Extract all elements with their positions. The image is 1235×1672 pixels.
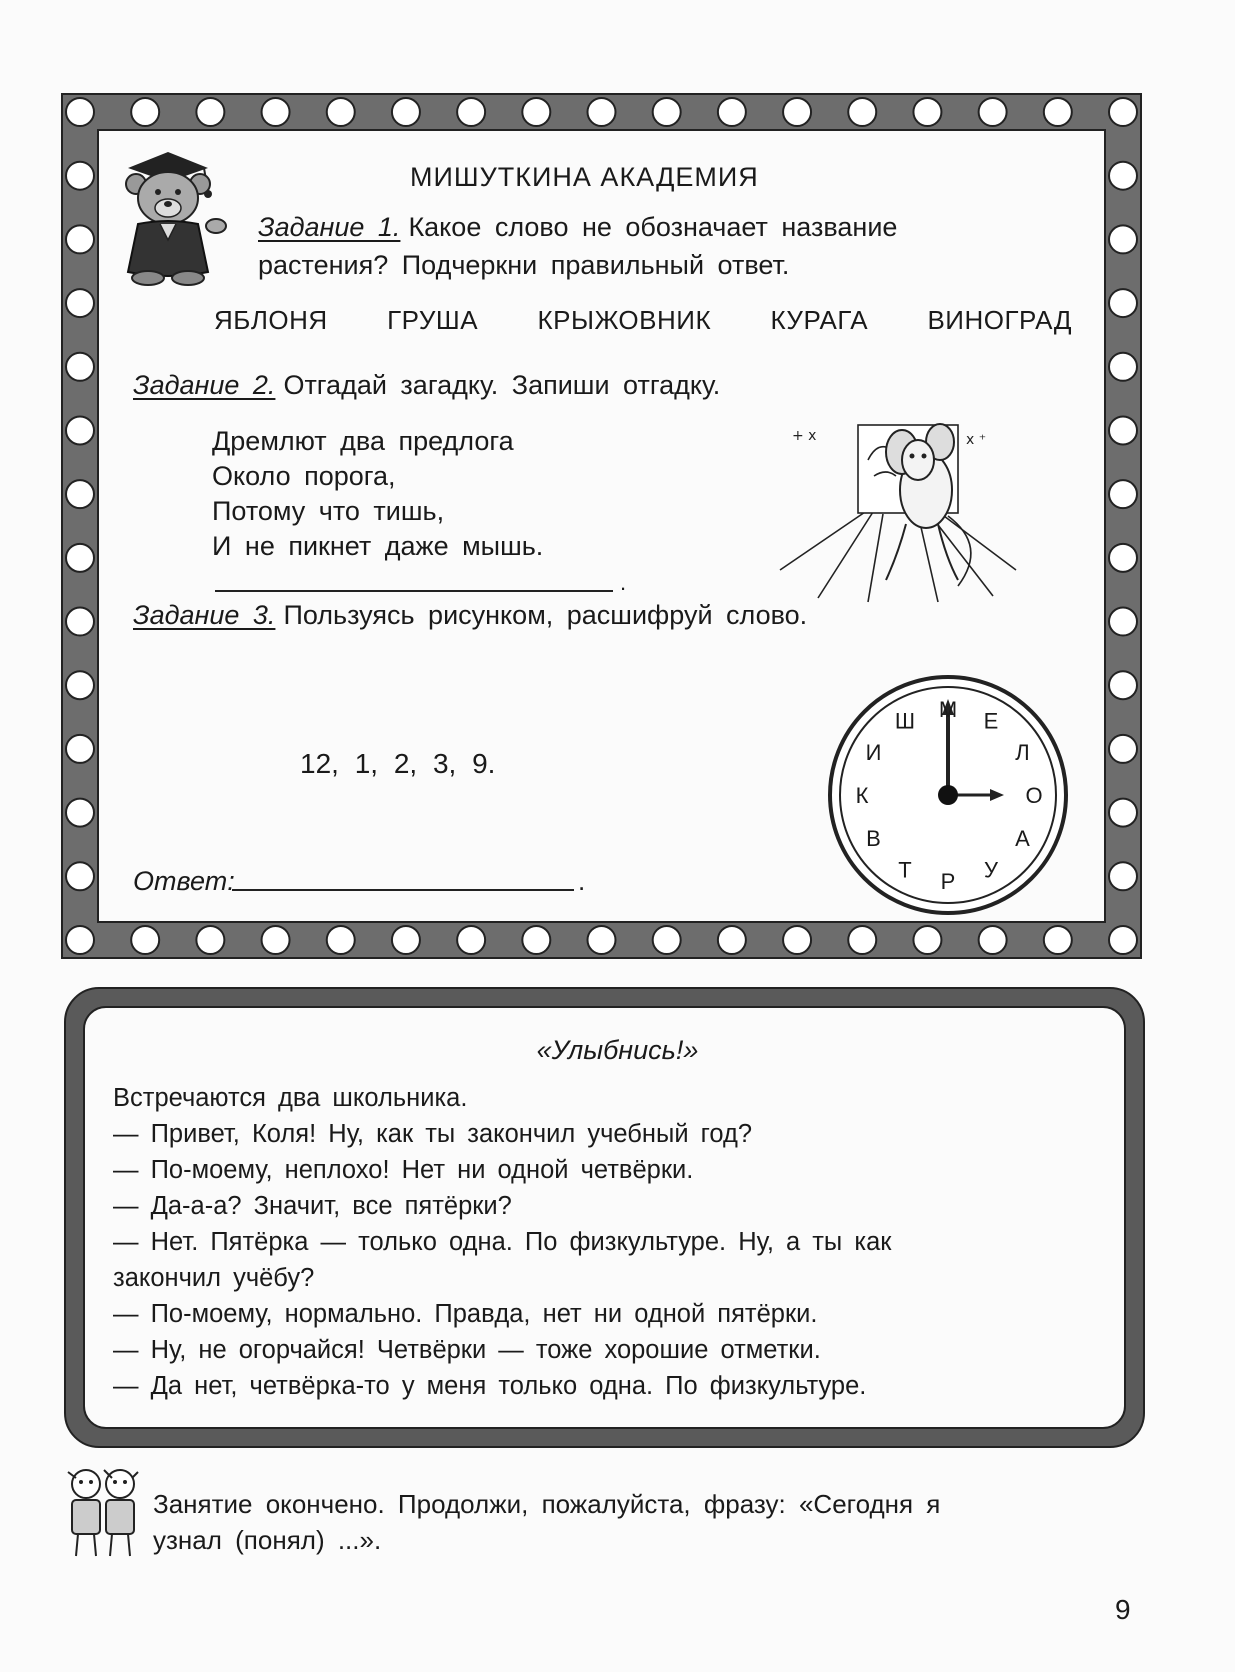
task3-heading	[133, 600, 807, 631]
riddle-answer-period: .	[620, 570, 627, 595]
border-bead	[1109, 225, 1137, 253]
clock-letter: Р	[940, 869, 956, 894]
task1-text-line1: Какое слово не обозначает название	[408, 212, 898, 242]
answer-period: .	[578, 866, 586, 896]
task1-line1	[258, 212, 897, 243]
clock-letter: Л	[1015, 740, 1030, 765]
word-option[interactable]: КУРАГА	[770, 305, 869, 335]
border-bead	[979, 98, 1007, 126]
task3-label: Задание 3.	[133, 600, 276, 630]
task1-word-list	[214, 305, 1072, 336]
task2-label: Задание 2.	[133, 370, 276, 400]
border-bead	[66, 480, 94, 508]
riddle-poem	[212, 424, 543, 564]
border-bead	[1109, 289, 1137, 317]
border-bead	[1109, 544, 1137, 572]
border-bead	[262, 98, 290, 126]
task1-label: Задание 1.	[258, 212, 401, 242]
dialog-line: — По-моему, нормально. Правда, нет ни одной пятёрки.	[113, 1300, 818, 1328]
svg-text:x ⁺: x ⁺	[966, 432, 987, 448]
task3-text: Пользуясь рисунком, расшифруй слово.	[283, 600, 808, 630]
answer-label: Ответ:	[133, 866, 235, 896]
word-option[interactable]: ЯБЛОНЯ	[214, 305, 328, 335]
clock-letter: А	[1015, 826, 1030, 851]
clock-letter: Ш	[894, 708, 916, 734]
clock-letter: У	[984, 857, 998, 883]
border-bead	[1109, 416, 1137, 444]
clock-letter: В	[866, 826, 881, 851]
word-option[interactable]: КРЫЖОВНИК	[537, 305, 712, 335]
smile-dialog	[113, 1080, 1088, 1404]
dialog-line: — Да нет, четвёрка-то у меня только одна. По физкультуре.	[113, 1372, 867, 1400]
border-bead	[1109, 735, 1137, 763]
poem-line: Потому что тишь,	[212, 496, 445, 526]
poem-line: Дремлют два предлога	[212, 426, 514, 456]
border-bead	[979, 926, 1007, 954]
children-illustration	[58, 1460, 150, 1560]
border-bead	[457, 98, 485, 126]
dialog-line: — Ну, не огорчайся! Четвёрки — тоже хорошие отметки.	[113, 1336, 821, 1364]
border-bead	[66, 608, 94, 636]
clock-letter: М	[938, 697, 958, 722]
border-bead	[783, 926, 811, 954]
border-bead	[1044, 926, 1072, 954]
task1-text-line2: растения? Подчеркни правильный ответ.	[258, 250, 790, 280]
task2-heading	[133, 370, 720, 401]
mouse-illustration	[778, 420, 1023, 610]
border-bead	[653, 98, 681, 126]
border-bead	[588, 926, 616, 954]
border-bead	[1109, 926, 1137, 954]
dialog-line: — По-моему, неплохо! Нет ни одной четвёрки.	[113, 1156, 694, 1184]
border-bead	[392, 926, 420, 954]
border-bead	[262, 926, 290, 954]
border-bead	[522, 98, 550, 126]
page-number: 9	[1115, 1594, 1131, 1625]
border-bead	[131, 98, 159, 126]
border-bead	[66, 671, 94, 699]
border-bead	[66, 162, 94, 190]
dialog-line: — Да-а-а? Значит, все пятёрки?	[113, 1192, 512, 1220]
border-bead	[913, 98, 941, 126]
dialog-line: Встречаются два школьника.	[113, 1084, 468, 1112]
border-bead	[1044, 98, 1072, 126]
border-bead	[913, 926, 941, 954]
border-bead	[1109, 98, 1137, 126]
border-bead	[196, 926, 224, 954]
clock-center	[938, 785, 958, 805]
word-option[interactable]: ВИНОГРАД	[927, 305, 1072, 335]
bear-graduate-illustration	[108, 140, 228, 290]
footer-line: Занятие окончено. Продолжи, пожалуйста, фразу: «Сегодня я	[153, 1489, 941, 1519]
border-bead	[327, 98, 355, 126]
poem-line: Около порога,	[212, 461, 396, 491]
border-bead	[718, 926, 746, 954]
border-bead	[327, 926, 355, 954]
clock-letter: Е	[983, 708, 999, 734]
clock-letter: Т	[898, 857, 912, 883]
border-bead	[783, 98, 811, 126]
border-bead	[718, 98, 746, 126]
riddle-answer-line[interactable]	[215, 590, 613, 592]
border-bead	[66, 289, 94, 317]
border-bead	[1109, 671, 1137, 699]
border-bead	[66, 926, 94, 954]
border-bead	[131, 926, 159, 954]
border-bead	[1109, 608, 1137, 636]
answer-line[interactable]	[232, 889, 574, 891]
clock-letter: О	[1025, 783, 1043, 808]
border-bead	[66, 353, 94, 381]
border-bead	[66, 862, 94, 890]
smile-title: «Улыбнись!»	[536, 1035, 699, 1065]
clock-letter: К	[855, 783, 869, 808]
border-bead	[66, 544, 94, 572]
border-bead	[1109, 353, 1137, 381]
dialog-line: — Привет, Коля! Ну, как ты закончил учебный год?	[113, 1120, 753, 1148]
border-bead	[66, 416, 94, 444]
border-bead	[66, 799, 94, 827]
border-bead	[522, 926, 550, 954]
dialog-line: закончил учёбу?	[113, 1264, 315, 1292]
border-bead	[848, 926, 876, 954]
border-bead	[392, 98, 420, 126]
task2-text: Отгадай загадку. Запиши отгадку.	[283, 370, 721, 400]
academy-title: МИШУТКИНА АКАДЕМИЯ	[410, 162, 759, 192]
border-bead	[653, 926, 681, 954]
dialog-line: — Нет. Пятёрка — только одна. По физкультуре. Ну, а ты как	[113, 1228, 892, 1256]
border-bead	[1109, 162, 1137, 190]
border-bead	[1109, 480, 1137, 508]
border-bead	[66, 98, 94, 126]
border-bead	[588, 98, 616, 126]
poem-line: И не пикнет даже мышь.	[212, 531, 544, 561]
border-bead	[457, 926, 485, 954]
svg-text:+ x: + x	[792, 428, 817, 444]
border-bead	[66, 735, 94, 763]
border-bead	[66, 225, 94, 253]
lesson-end-note	[153, 1486, 940, 1558]
border-bead	[1109, 799, 1137, 827]
letter-clock	[826, 673, 1070, 917]
code-sequence: 12, 1, 2, 3, 9.	[300, 748, 496, 779]
word-option[interactable]: ГРУША	[387, 305, 479, 335]
border-bead	[848, 98, 876, 126]
border-bead	[1109, 862, 1137, 890]
footer-line: узнал (понял) ...».	[153, 1525, 382, 1555]
border-bead	[196, 98, 224, 126]
clock-letter: И	[865, 740, 882, 765]
